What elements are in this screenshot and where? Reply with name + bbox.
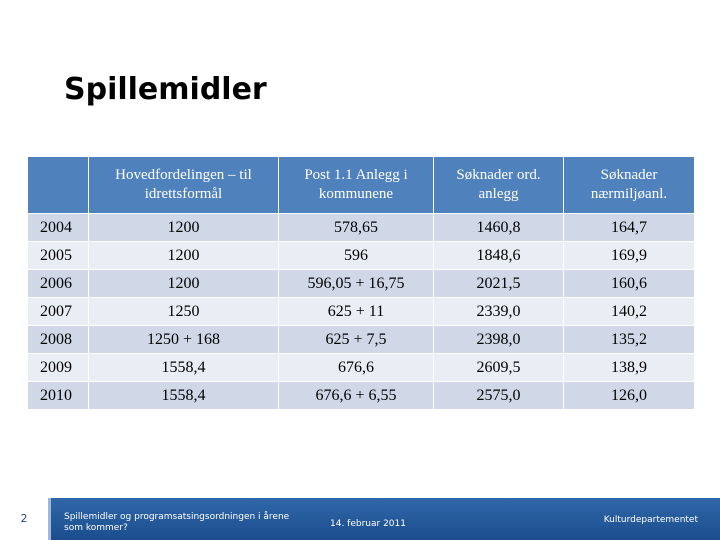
table-cell: 676,6 (278, 353, 433, 381)
footer-organization: Kulturdepartementet (603, 515, 698, 525)
table-cell: 2021,5 (433, 269, 563, 297)
table-cell: 2007 (28, 297, 88, 325)
table-cell: 2009 (28, 353, 88, 381)
table-cell: 1250 (88, 297, 278, 325)
header-cell-year (28, 157, 88, 213)
slide-title: Spillemidler (64, 72, 267, 107)
table-cell: 2575,0 (433, 381, 563, 409)
header-cell-soknader-ord: Søknader ord. anlegg (433, 157, 563, 213)
table-cell: 1460,8 (433, 213, 563, 241)
table-cell: 2008 (28, 325, 88, 353)
table-cell: 578,65 (278, 213, 433, 241)
table-cell: 160,6 (563, 269, 694, 297)
table-cell: 596,05 + 16,75 (278, 269, 433, 297)
table-row (28, 381, 694, 409)
table-cell: 2398,0 (433, 325, 563, 353)
table-cell: 2339,0 (433, 297, 563, 325)
table-cell: 625 + 7,5 (278, 325, 433, 353)
header-cell-post-1-1: Post 1.1 Anlegg i kommunene (278, 157, 433, 213)
table-row (28, 353, 694, 381)
table-cell: 2004 (28, 213, 88, 241)
footer-divider (48, 498, 51, 540)
table-cell: 164,7 (563, 213, 694, 241)
footer-bar (0, 498, 720, 540)
table-cell: 1250 + 168 (88, 325, 278, 353)
table-cell: 2609,5 (433, 353, 563, 381)
table-cell: 1200 (88, 213, 278, 241)
table-cell: 126,0 (563, 381, 694, 409)
table-cell: 2005 (28, 241, 88, 269)
table-cell: 1200 (88, 241, 278, 269)
table-row (28, 269, 694, 297)
table-row (28, 325, 694, 353)
table-cell: 135,2 (563, 325, 694, 353)
table-cell: 140,2 (563, 297, 694, 325)
table-header-row (28, 157, 694, 213)
table-cell: 169,9 (563, 241, 694, 269)
table-cell: 1558,4 (88, 353, 278, 381)
table-cell: 1200 (88, 269, 278, 297)
table-row (28, 241, 694, 269)
header-cell-hovedfordelingen: Hovedfordelingen – til idrettsformål (88, 157, 278, 213)
table-cell: 596 (278, 241, 433, 269)
table-cell: 138,9 (563, 353, 694, 381)
table-cell: 625 + 11 (278, 297, 433, 325)
table-cell: 1848,6 (433, 241, 563, 269)
footer-date: 14. februar 2011 (330, 519, 406, 529)
slide-number: 2 (0, 498, 48, 540)
data-table (28, 157, 694, 409)
table-cell: 2006 (28, 269, 88, 297)
table-row (28, 297, 694, 325)
table-cell: 676,6 + 6,55 (278, 381, 433, 409)
header-cell-soknader-naermiljo: Søknader nærmiljøanl. (563, 157, 694, 213)
table-cell: 1558,4 (88, 381, 278, 409)
table-row (28, 213, 694, 241)
table-cell: 2010 (28, 381, 88, 409)
footer-document-title: Spillemidler og programsatsingsordningen i årene som kommer? (64, 512, 290, 533)
